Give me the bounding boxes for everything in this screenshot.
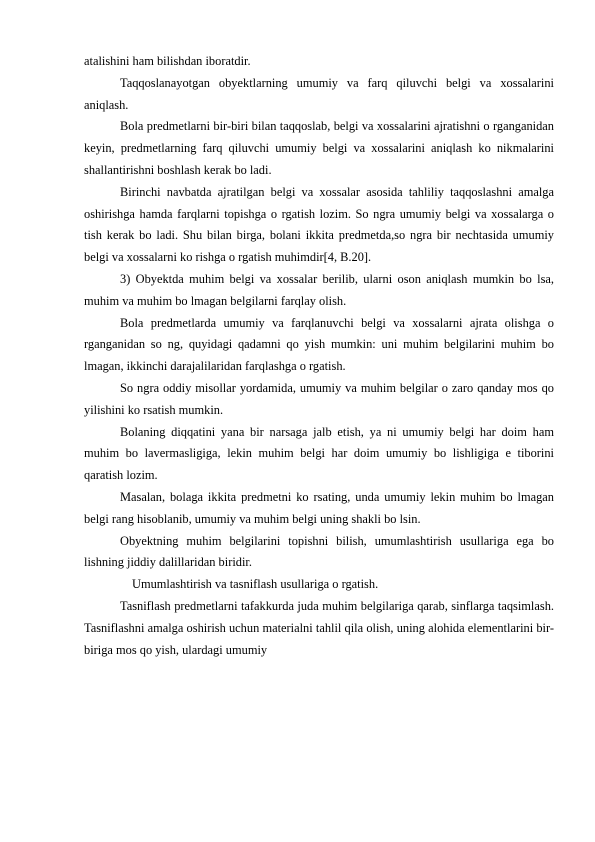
paragraph-2: Taqqoslanayotgan obyektlarning umumiy va farq qiluvchi belgi va xossalarini aniqlash. <box>84 75 554 112</box>
document-page <box>84 51 554 661</box>
paragraph-8: Bolaning diqqatini yana bir narsaga jalb etish, ya ni umumiy belgi har doim ham muhim bo lavermasligiga, lekin muhim belgi har doim umumiy bo lishligiga e tiborini qaratish lozim. <box>84 424 554 483</box>
paragraph-3: Bola predmetlarni bir-biri bilan taqqoslab, belgi va xossalarini ajratishni o rganganidan keyin, predmetlarning farq qiluvchi umumiy belgi va xossalarini aniqlash ko nikmalarini shallantirishni boshlash kerak bo ladi. <box>84 119 554 177</box>
paragraph-6: Bola predmetlarda umumiy va farqlanuvchi belgi va xossalarni ajrata olishga o rganganidan so ng, quyidagi qadamni qo yish mumkin: uni muhim belgilarini muhim bo lmagan, ikkinchi darajalilaridan farqlashga o rgatish. <box>84 315 554 374</box>
paragraph-9: Masalan, bolaga ikkita predmetni ko rsating, unda umumiy lekin muhim bo lmagan belgi rang hisoblanib, umumiy va muhim belgi uning shakli bo lsin. <box>84 489 554 526</box>
paragraph-4: Birinchi navbatda ajratilgan belgi va xossalar asosida tahliliy taqqoslashni amalga oshirishga hamda farqlarni topishga o rgatish lozim. So ngra umumiy belgi va xossalarga o tish kerak bo ladi. Shu bilan birga, bolani ikkita predmetda,so ngra bir nechtasida umumiy belgi va xossalarni ko rishga o rgatish muhimdir[4, B.20]. <box>84 184 554 265</box>
paragraph-5: 3) Obyektda muhim belgi va xossalar berilib, ularni oson aniqlash mumkin bo lsa, muhim va muhim bo lmagan belgilarni farqlay olish. <box>84 271 554 308</box>
paragraph-10: Obyektning muhim belgilarini topishni bilish, umumlashtirish usullariga ega bo lishning jiddiy dalillaridan biridir. <box>84 533 554 570</box>
paragraph-1: atalishini ham bilishdan iboratdir. <box>84 54 251 68</box>
paragraph-12: Tasniflash predmetlarni tafakkurda juda muhim belgilariga qarab, sinflarga taqsimlash. Tasniflashni amalga oshirish uchun materialni tahlil qila olish, uning alohida elementlarini bir-biriga mos qo yish, ulardagi umumiy <box>84 598 554 657</box>
paragraph-7: So ngra oddiy misollar yordamida, umumiy va muhim belgilar o zaro qanday mos qo yilishini ko rsatish mumkin. <box>84 380 554 417</box>
section-heading: Umumlashtirish va tasniflash usullariga o rgatish. <box>132 577 379 592</box>
